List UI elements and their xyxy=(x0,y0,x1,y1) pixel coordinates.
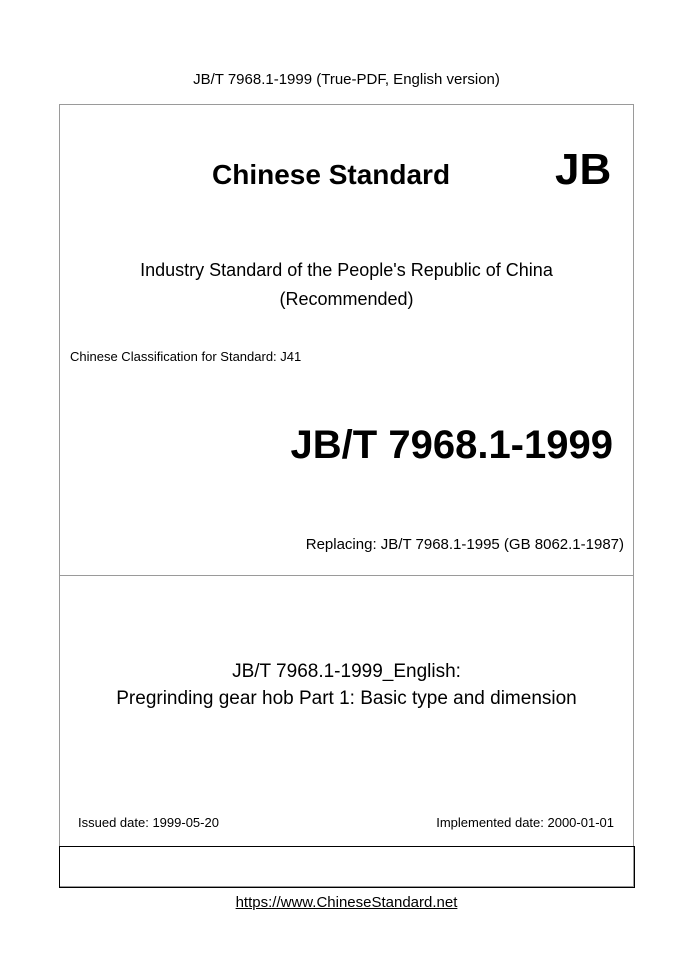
empty-bottom-box xyxy=(59,846,635,888)
classification-text: Chinese Classification for Standard: J41 xyxy=(70,349,302,364)
replacing-text: Replacing: JB/T 7968.1-1995 (GB 8062.1-1987) xyxy=(305,536,624,553)
website-link[interactable]: https://www.ChineseStandard.net xyxy=(235,894,458,911)
implemented-date: Implemented date: 2000-01-01 xyxy=(436,815,614,830)
industry-standard-line: Industry Standard of the People's Republic of China xyxy=(140,260,553,280)
recommended-line: (Recommended) xyxy=(279,289,414,309)
cover-frame xyxy=(59,104,634,887)
page-header: JB/T 7968.1-1999 (True-PDF, English version) xyxy=(193,71,500,88)
standard-number: JB/T 7968.1-1999 xyxy=(290,423,613,467)
section-divider xyxy=(59,575,634,576)
document-title-line2: Pregrinding gear hob Part 1: Basic type and dimension xyxy=(116,688,577,709)
issued-date: Issued date: 1999-05-20 xyxy=(78,815,219,830)
document-title-line1: JB/T 7968.1-1999_English: xyxy=(232,661,461,682)
standard-badge: JB xyxy=(555,145,612,194)
footer xyxy=(0,894,693,912)
cover-title: Chinese Standard xyxy=(212,159,451,190)
